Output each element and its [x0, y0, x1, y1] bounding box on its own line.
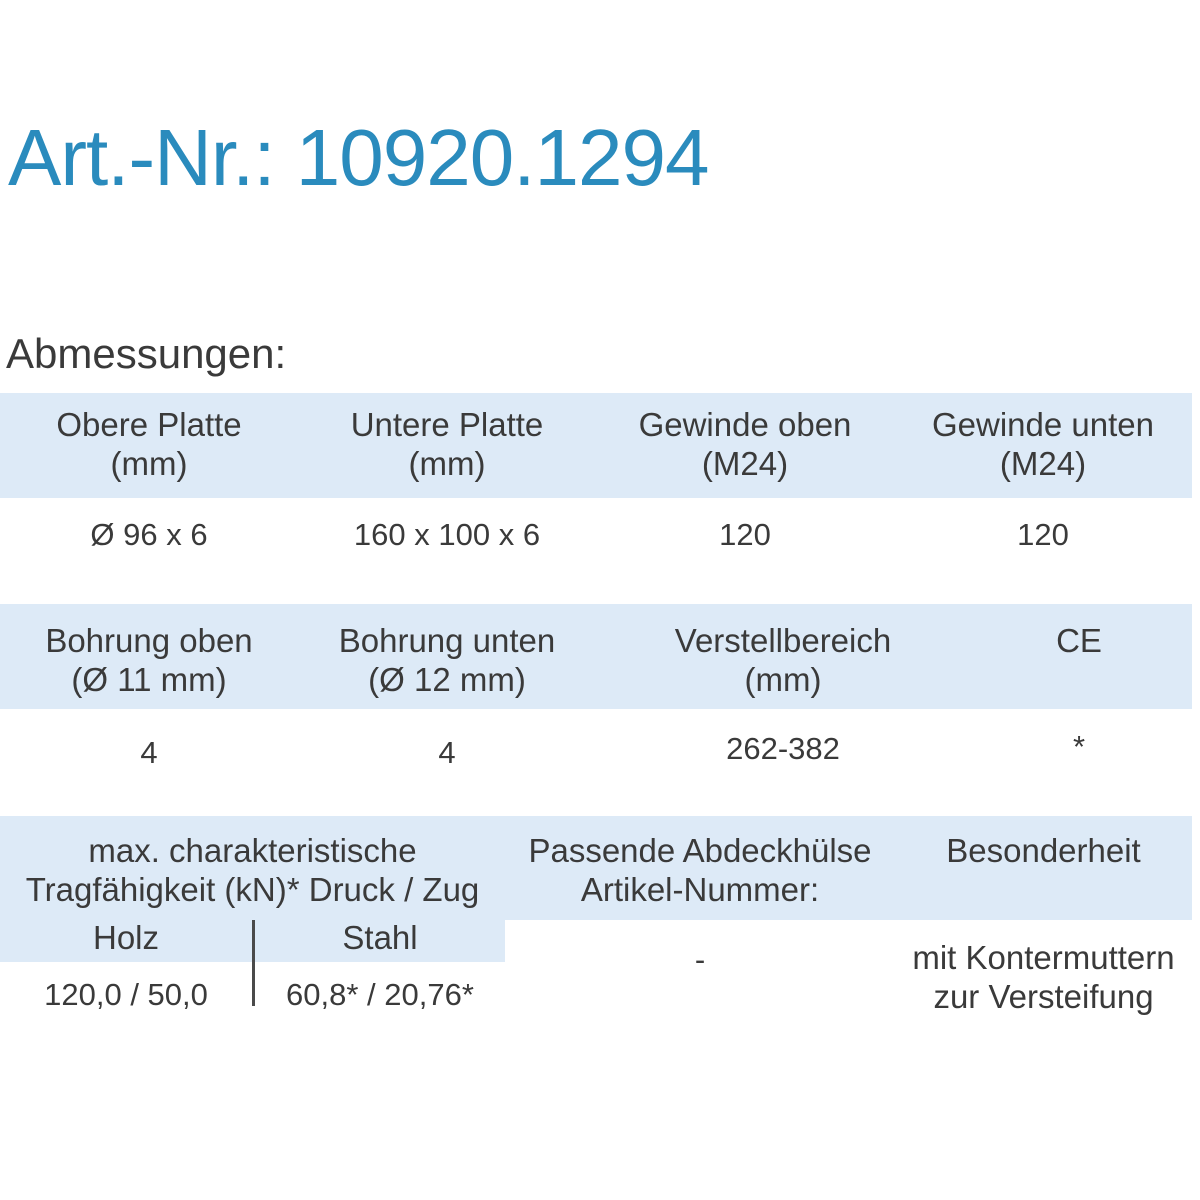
table2-value-bore-bottom: 4	[438, 735, 456, 770]
table1-header-thread-bottom: Gewinde unten (M24)	[932, 406, 1154, 482]
table3-header-capacity: max. charakteristische Tragfähigkeit (kN)* Druck / Zug	[25, 832, 480, 908]
table3-value-special-feature: mit Kontermuttern zur Versteifung	[912, 939, 1175, 1015]
table1-value-thread-bottom: 120	[1017, 517, 1069, 552]
table2-value-ce: *	[1072, 729, 1086, 764]
table1-value-lower-plate: 160 x 100 x 6	[353, 517, 541, 552]
table2-header-ce: CE	[1056, 622, 1102, 659]
table3-value-steel: 60,8* / 20,76*	[286, 977, 474, 1012]
table2-value-bore-top: 4	[140, 735, 158, 770]
table1-header-lower-plate: Untere Platte (mm)	[350, 406, 544, 482]
table3-value-wood: 120,0 / 50,0	[44, 977, 208, 1012]
article-number-title: Art.-Nr.: 10920.1294	[8, 113, 709, 202]
table3-subheader-wood: Holz	[92, 919, 160, 956]
table1-value-upper-plate: Ø 96 x 6	[90, 517, 208, 552]
table1-value-thread-top: 120	[719, 517, 771, 552]
table2-value-adjustment-range: 262-382	[726, 731, 840, 766]
table3-header-special-feature: Besonderheit	[946, 832, 1141, 869]
table3-value-cover-sleeve: -	[694, 942, 706, 977]
table2-header-bore-top: Bohrung oben (Ø 11 mm)	[45, 622, 253, 698]
table3-header-cover-sleeve: Passende Abdeckhülse Artikel-Nummer:	[528, 832, 872, 908]
table3-subheader-steel: Stahl	[342, 919, 418, 956]
table1-header-thread-top: Gewinde oben (M24)	[638, 406, 852, 482]
table2-header-bore-bottom: Bohrung unten (Ø 12 mm)	[338, 622, 556, 698]
section-label-dimensions: Abmessungen:	[6, 330, 287, 377]
table1-header-upper-plate: Obere Platte (mm)	[56, 406, 242, 482]
table2-header-adjustment-range: Verstellbereich (mm)	[674, 622, 892, 698]
